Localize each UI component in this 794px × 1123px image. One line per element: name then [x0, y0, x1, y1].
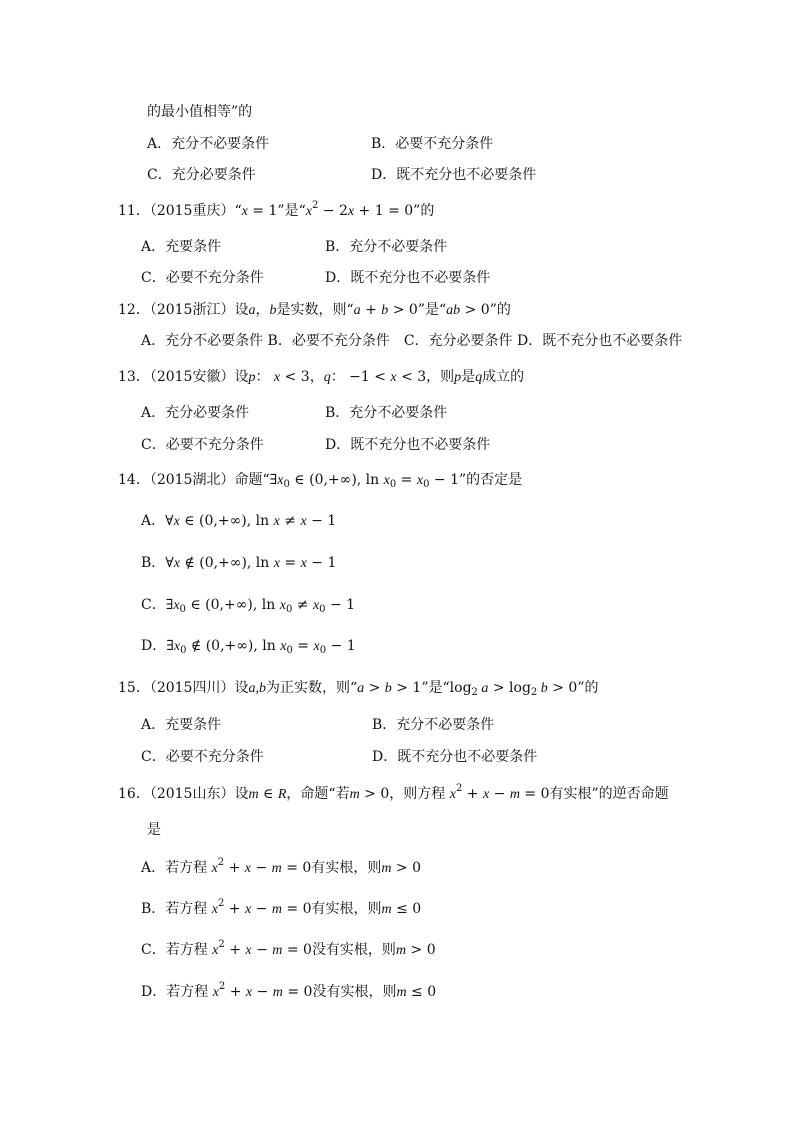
var: x [449, 787, 456, 802]
var: x [211, 861, 218, 876]
var: m [349, 787, 360, 802]
var: m [271, 902, 282, 917]
exponent: 2 [311, 200, 319, 211]
text: ”的否定是 [459, 472, 523, 488]
quantifier: ∀ [165, 555, 174, 571]
text: − 1 [326, 638, 356, 654]
exponent: 2 [218, 939, 225, 950]
text: 没有实根，则 [311, 942, 396, 958]
text: ≤ 0 [406, 984, 437, 1000]
var: m [272, 985, 283, 1000]
text: + [224, 942, 246, 958]
var: x [173, 514, 180, 529]
q14-option-c[interactable] [141, 595, 355, 616]
q13-number: 13． [118, 369, 150, 385]
q13-source: （2015安徽） [149, 369, 235, 385]
var: x [244, 902, 252, 917]
var: a [353, 303, 361, 318]
var: m [381, 861, 392, 876]
text: 是 [461, 369, 476, 385]
q10-option-b[interactable]: B．必要不充分条件 [371, 136, 494, 152]
q10-stem-tail: 的最小值相等”的 [147, 104, 253, 120]
option-label: B． [141, 555, 166, 571]
q15-option-b[interactable]: B．充分不必要条件 [372, 717, 495, 733]
text: ≠ [279, 513, 301, 529]
q12-number: 12． [118, 302, 150, 318]
var: x [277, 473, 284, 488]
var: p [454, 370, 462, 385]
text: = 0 [519, 786, 550, 802]
subscript: 0 [319, 645, 327, 656]
text: − [251, 860, 272, 876]
text: − [251, 942, 273, 958]
var: x [173, 556, 180, 571]
var: q [475, 370, 483, 385]
q12-source: （2015浙江） [149, 302, 235, 318]
q16-stem-tail: 是 [147, 822, 161, 838]
text: > [364, 680, 385, 696]
var: x [211, 902, 218, 917]
var: x [312, 598, 320, 613]
text: ， [309, 369, 324, 385]
exponent: 2 [217, 898, 225, 909]
text: + [224, 860, 245, 876]
option-label: C．若方程 [141, 942, 213, 958]
quantifier: ∃ [166, 638, 174, 654]
var: m [248, 787, 259, 802]
q10-option-a[interactable]: A．充分不必要条件 [147, 136, 270, 152]
text: = 0 [281, 901, 312, 917]
q16-number: 16． [118, 786, 150, 802]
var: m [271, 861, 282, 876]
q11-option-d[interactable]: D．既不充分也不必要条件 [325, 270, 491, 286]
var: x [273, 514, 280, 529]
text: 设 [234, 786, 249, 802]
var: x [245, 985, 253, 1000]
subscript: 2 [530, 687, 538, 698]
text: + [225, 984, 246, 1000]
var: x [241, 204, 248, 219]
text: 有实根，则 [311, 901, 382, 917]
var: a,b [248, 681, 266, 696]
text: < 3 [396, 369, 427, 385]
text: ”的 [577, 680, 599, 696]
q14-number: 14． [118, 472, 150, 488]
q14-option-b[interactable] [141, 553, 336, 574]
log: log [449, 680, 472, 696]
subscript: 0 [319, 604, 326, 615]
q15-option-a[interactable]: A．充要条件 [141, 717, 222, 733]
text: = [396, 472, 417, 488]
text: = [279, 555, 301, 571]
exponent: 2 [218, 981, 226, 992]
text: 为正实数，则“ [265, 680, 358, 696]
text: ： [255, 369, 274, 385]
subscript: 2 [471, 687, 478, 698]
q10-option-d[interactable]: D．既不充分也不必要条件 [371, 167, 537, 183]
option-label: D．若方程 [141, 984, 213, 1000]
q16-option-a[interactable] [141, 858, 421, 879]
var: R [277, 787, 287, 802]
text: “ [234, 203, 242, 219]
text: ∈ (0,+∞), ln [289, 472, 384, 488]
text: ≤ 0 [391, 901, 422, 917]
q16-option-b[interactable] [141, 899, 421, 920]
text: 有实根”的逆否命题 [549, 786, 669, 802]
var: x [305, 204, 312, 219]
q14-source: （2015湖北） [149, 472, 235, 488]
text: 设 [234, 369, 249, 385]
text: − 2 [318, 203, 348, 219]
var: a [248, 303, 256, 318]
text: ∉ (0,+∞), ln [186, 638, 281, 654]
quantifier: ∃ [165, 597, 174, 613]
q13-option-a[interactable]: A．充分必要条件 [141, 405, 250, 421]
subscript: 0 [389, 479, 397, 490]
q16-source: （2015山东） [149, 786, 235, 802]
var: x [390, 370, 397, 385]
q10-option-c[interactable]: C．充分必要条件 [147, 167, 256, 183]
log: log [509, 680, 531, 696]
text: − 1 [306, 513, 337, 529]
var: x [245, 943, 252, 958]
option-label: D． [141, 638, 167, 654]
var: x [212, 943, 219, 958]
q13-stem [118, 367, 524, 388]
q15-stem [118, 678, 599, 699]
var: q [323, 370, 331, 385]
var: ab [446, 303, 461, 318]
text: + [224, 901, 245, 917]
var: x [383, 473, 390, 488]
text: ”的 [413, 203, 435, 219]
text: − 1 [306, 555, 337, 571]
var: m [272, 943, 283, 958]
var: x [416, 473, 424, 488]
var: b [269, 303, 277, 318]
q15-option-d[interactable]: D．既不充分也不必要条件 [372, 749, 538, 765]
var: m [396, 985, 407, 1000]
q11-option-a[interactable]: A．充要条件 [141, 239, 222, 255]
text: > 0 [391, 860, 421, 876]
var: a [477, 681, 489, 696]
option-label: A． [141, 513, 166, 529]
q16-stem [118, 784, 669, 805]
text: > 0 [406, 942, 436, 958]
text: ”是“ [417, 302, 447, 318]
var: m [381, 902, 392, 917]
q13-option-b[interactable]: B．充分不必要条件 [325, 405, 448, 421]
text: ”是“ [277, 203, 306, 219]
var: x [280, 639, 287, 654]
text: − 1 [429, 472, 460, 488]
text: 设 [234, 302, 249, 318]
q15-source: （2015四川） [149, 680, 235, 696]
subscript: 0 [180, 645, 187, 656]
q11-option-b[interactable]: B．充分不必要条件 [325, 239, 448, 255]
exponent: 2 [217, 857, 225, 868]
var: b [381, 303, 389, 318]
q16-option-c[interactable] [141, 940, 436, 961]
q12-stem [118, 300, 511, 321]
text: − 1 [325, 597, 356, 613]
text: = 0 [281, 860, 312, 876]
text: > 0 [547, 680, 578, 696]
text: ”的 [489, 302, 511, 318]
text: > [488, 680, 510, 696]
subscript: 0 [283, 479, 290, 490]
var: m [395, 943, 407, 958]
var: x [173, 598, 180, 613]
var: x [482, 787, 490, 802]
text: > 0 [388, 302, 418, 318]
subscript: 0 [286, 645, 293, 656]
text: > 0 [460, 302, 490, 318]
subscript: 0 [179, 604, 186, 615]
q14-stem [118, 470, 522, 491]
var: a [357, 681, 365, 696]
var: x [313, 639, 320, 654]
text: + [462, 786, 483, 802]
text: − [251, 901, 272, 917]
quantifier: ∀ [165, 513, 174, 529]
text: ，则 [426, 369, 455, 385]
q11-stem [118, 201, 434, 222]
var: p [248, 370, 256, 385]
text: + [360, 302, 382, 318]
text: 设 [234, 680, 249, 696]
text: − [252, 984, 273, 1000]
exponent: 2 [455, 783, 463, 794]
var: x [300, 514, 307, 529]
q11-option-c[interactable]: C．必要不充分条件 [141, 270, 264, 286]
text: ≠ [292, 597, 313, 613]
var: m [509, 787, 520, 802]
text: = 0 [282, 984, 313, 1000]
text: ： −1 < [330, 369, 391, 385]
q14-option-d[interactable] [141, 636, 356, 657]
var: b [537, 681, 548, 696]
text: < 3 [280, 369, 310, 385]
q15-option-c[interactable]: C．必要不充分条件 [141, 749, 264, 765]
text: ，则方程 [389, 786, 450, 802]
var: x [173, 639, 181, 654]
q14-option-a[interactable] [141, 511, 336, 532]
option-label: A．若方程 [141, 860, 212, 876]
q16-option-d[interactable] [141, 982, 436, 1003]
var: x [279, 598, 286, 613]
text: 命题“ [234, 472, 270, 488]
q13-option-c[interactable]: C．必要不充分条件 [141, 437, 264, 453]
var: x [244, 861, 252, 876]
q12-options[interactable]: A．充分不必要条件 B．必要不充分条件 C．充分必要条件 D．既不充分也不必要条件 [141, 333, 683, 349]
text: + 1 = 0 [354, 203, 414, 219]
text: = 1 [247, 203, 278, 219]
var: x [212, 985, 219, 1000]
option-label: C． [141, 597, 166, 613]
var: b [384, 681, 392, 696]
text: = [292, 638, 314, 654]
text: ， [255, 302, 270, 318]
q13-option-d[interactable]: D．既不充分也不必要条件 [325, 437, 491, 453]
text: > 1 [391, 680, 422, 696]
text: 成立的 [482, 369, 525, 385]
subscript: 0 [423, 479, 430, 490]
text: ∈ (0,+∞), ln [185, 597, 280, 613]
text: ∉ (0,+∞), ln [179, 555, 274, 571]
text: − [489, 786, 510, 802]
text: 没有实根，则 [312, 984, 397, 1000]
var: x [347, 204, 355, 219]
q11-source: （2015重庆） [149, 203, 235, 219]
var: x [273, 370, 281, 385]
q11-number: 11． [118, 203, 150, 219]
text: ，命题“若 [286, 786, 350, 802]
text: ”是“ [421, 680, 450, 696]
text: > 0 [359, 786, 390, 802]
text: ∈ [258, 786, 278, 802]
subscript: 0 [285, 604, 293, 615]
text: 是实数，则“ [276, 302, 354, 318]
text: = 0 [282, 942, 312, 958]
quantifier: ∃ [269, 472, 278, 488]
text: 有实根，则 [311, 860, 382, 876]
option-label: B．若方程 [141, 901, 212, 917]
text: ∈ (0,+∞), ln [179, 513, 274, 529]
q15-number: 15． [118, 680, 150, 696]
var: x [300, 556, 307, 571]
var: x [273, 556, 280, 571]
